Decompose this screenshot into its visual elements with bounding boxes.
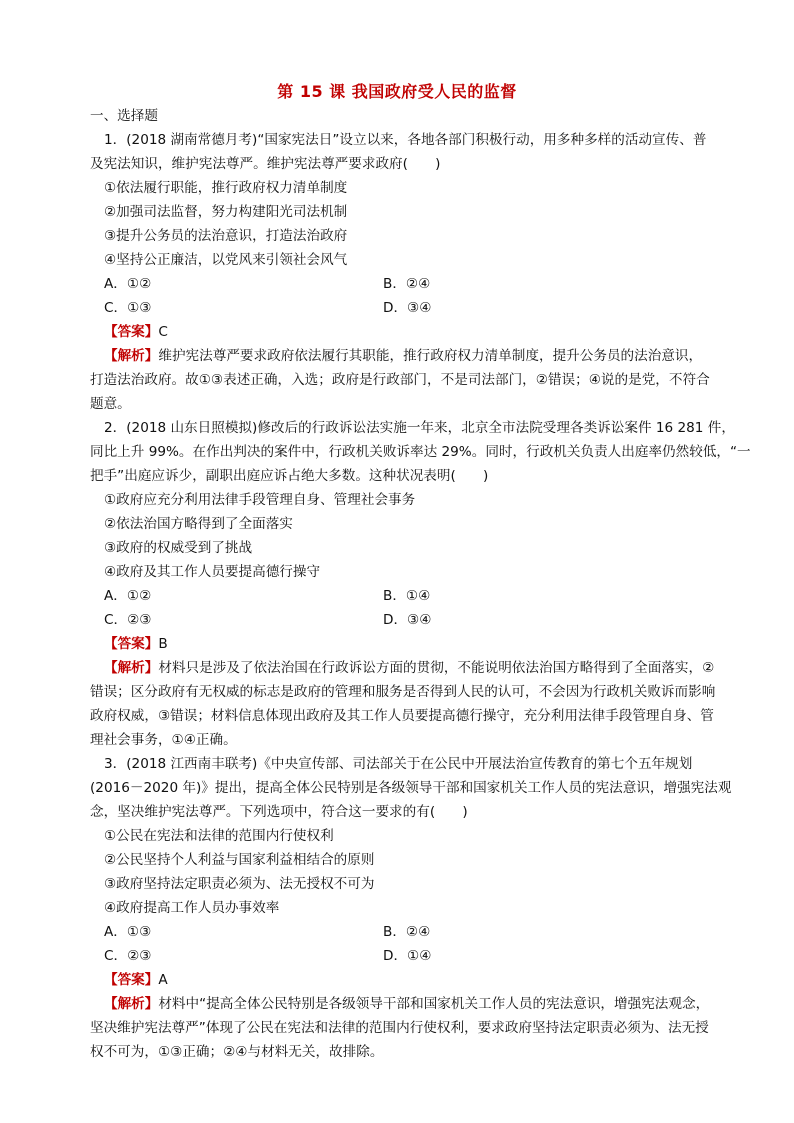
- q3-answer: [104, 970, 704, 990]
- q1-analysis-text-1: 维护宪法尊严要求政府依法履行其职能，推行政府权力清单制度，提升公务员的法治意识，: [158, 348, 703, 364]
- q1-item-1: ①依法履行职能，推行政府权力清单制度: [104, 180, 348, 196]
- q3-analysis-text-1: 材料中“提高全体公民特别是各级领导干部和国家机关工作人员的宪法意识，增强宪法观念，: [158, 996, 710, 1012]
- q3-option-c: C．②③: [104, 948, 152, 964]
- q1-answer: [104, 322, 704, 342]
- q3-analysis-line-1: [104, 994, 710, 1014]
- q2-analysis-line-1: [104, 658, 715, 678]
- q3-stem-line-3: 念，坚决维护宪法尊严。下列选项中，符合这一要求的有( ): [90, 804, 468, 820]
- q2-stem-line-1: 2．(2018 山东日照模拟)修改后的行政诉讼法实施一年来，北京全市法院受理各类诉讼案件 16 281 件，: [104, 420, 735, 436]
- q2-option-a: A．①②: [104, 588, 152, 604]
- q2-analysis-tag: 【解析】: [104, 660, 159, 676]
- q2-option-d: D．③④: [383, 612, 432, 628]
- q1-analysis-tag: 【解析】: [104, 348, 159, 364]
- q2-analysis-line-4: 理社会事务，①④正确。: [90, 732, 237, 748]
- q2-answer: [104, 634, 704, 654]
- q1-analysis-line-1: [104, 346, 704, 366]
- q1-answer-value: C: [158, 324, 168, 340]
- q2-option-b: B．①④: [383, 588, 431, 604]
- q3-option-a: A．①③: [104, 924, 152, 940]
- q3-answer-tag: 【答案】: [104, 972, 159, 988]
- q1-stem-line-1: 1．(2018 湖南常德月考)“国家宪法日”设立以来，各地各部门积极行动，用多种多样的活动宣传、普: [104, 132, 707, 148]
- q3-analysis-line-3: 权不可为，①③正确；②④与材料无关，故排除。: [90, 1044, 384, 1060]
- q1-option-b: B．②④: [383, 276, 431, 292]
- q2-answer-value: B: [158, 636, 168, 652]
- q2-analysis-text-1: 材料只是涉及了依法治国在行政诉讼方面的贯彻，不能说明依法治国方略得到了全面落实，②: [158, 660, 715, 676]
- q2-item-1: ①政府应充分利用法律手段管理自身、管理社会事务: [104, 492, 416, 508]
- section-heading: 一、选择题: [90, 108, 158, 124]
- q2-option-c: C．②③: [104, 612, 152, 628]
- q1-item-3: ③提升公务员的法治意识，打造法治政府: [104, 228, 348, 244]
- q2-item-3: ③政府的权威受到了挑战: [104, 540, 253, 556]
- q2-analysis-line-2: 错误；区分政府有无权威的标志是政府的管理和服务是否得到人民的认可，不会因为行政机关败诉而影响: [90, 684, 716, 700]
- q3-item-4: ④政府提高工作人员办事效率: [104, 900, 280, 916]
- q2-item-2: ②依法治国方略得到了全面落实: [104, 516, 293, 532]
- q2-answer-tag: 【答案】: [104, 636, 159, 652]
- q1-stem-line-2: 及宪法知识，维护宪法尊严。维护宪法尊严要求政府( ): [90, 156, 441, 172]
- q3-option-b: B．②④: [383, 924, 431, 940]
- q3-stem-line-1: 3．(2018 江西南丰联考)《中央宣传部、司法部关于在公民中开展法治宣传教育的第七个五年规划: [104, 756, 693, 772]
- q3-answer-value: A: [158, 972, 168, 988]
- q3-option-d: D．①④: [383, 948, 432, 964]
- q1-item-2: ②加强司法监督，努力构建阳光司法机制: [104, 204, 348, 220]
- q3-item-3: ③政府坚持法定职责必须为、法无授权不可为: [104, 876, 375, 892]
- q3-item-2: ②公民坚持个人利益与国家利益相结合的原则: [104, 852, 375, 868]
- q2-stem-line-2: 同比上升 99%。在作出判决的案件中，行政机关败诉率达 29%。同时，行政机关负责人出庭率仍然较低，“一: [90, 444, 751, 460]
- q3-stem-line-2: (2016－2020 年)》提出，提高全体公民特别是各级领导干部和国家机关工作人员的宪法意识，增强宪法观: [90, 780, 732, 796]
- lesson-title: 第 15 课 我国政府受人民的监督: [277, 82, 517, 101]
- q1-option-c: C．①③: [104, 300, 152, 316]
- q3-analysis-line-2: 坚决维护宪法尊严”体现了公民在宪法和法律的范围内行使权利，要求政府坚持法定职责必须为、法无授: [90, 1020, 709, 1036]
- q2-item-4: ④政府及其工作人员要提高德行操守: [104, 564, 321, 580]
- q1-item-4: ④坚持公正廉洁，以党风来引领社会风气: [104, 252, 348, 268]
- q2-analysis-line-3: 政府权威，③错误；材料信息体现出政府及其工作人员要提高德行操守，充分利用法律手段管理自身、管: [90, 708, 714, 724]
- q2-stem-line-3: 把手”出庭应诉少，副职出庭应诉占绝大多数。这种状况表明( ): [90, 468, 489, 484]
- q1-option-a: A．①②: [104, 276, 152, 292]
- q3-item-1: ①公民在宪法和法律的范围内行使权利: [104, 828, 334, 844]
- q1-analysis-line-2: 打造法治政府。故①③表述正确，入选；政府是行政部门，不是司法部门，②错误；④说的是党，不符合: [90, 372, 710, 388]
- q1-option-d: D．③④: [383, 300, 432, 316]
- q3-analysis-tag: 【解析】: [104, 996, 159, 1012]
- q1-answer-tag: 【答案】: [104, 324, 159, 340]
- q1-analysis-line-3: 题意。: [90, 396, 131, 412]
